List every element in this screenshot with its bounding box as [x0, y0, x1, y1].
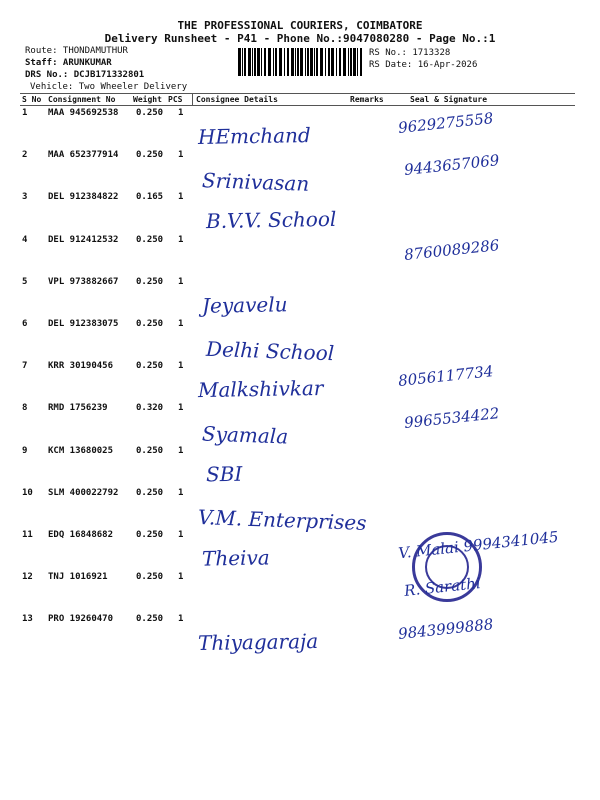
drs-label: DRS No.: DCJB171332801 — [25, 70, 145, 80]
row-consignment: PRO 19260470 — [48, 614, 114, 625]
header-divider — [192, 93, 193, 106]
rs-number: RS No.: 1713328 — [369, 48, 451, 58]
barcode-bar — [257, 48, 260, 76]
col-pcs: PCS — [168, 95, 183, 104]
row-pcs: 1 — [178, 276, 184, 287]
receiver-signature: V. Malai 9994341045 — [397, 527, 560, 563]
receiver-signature: 9843999888 — [397, 615, 495, 644]
row-pcs: 1 — [178, 572, 184, 583]
consignee-signature: Syamala — [201, 421, 289, 449]
row-sno: 13 — [22, 614, 33, 625]
consignee-signature: Delhi School — [205, 336, 335, 366]
header-top-rule — [20, 93, 575, 94]
row-weight: 0.250 — [136, 530, 164, 540]
row-sno: 7 — [22, 361, 28, 372]
barcode-graphic — [238, 48, 364, 76]
row-consignment: DEL 912412532 — [48, 234, 119, 245]
barcode-bar — [339, 48, 341, 76]
row-pcs: 1 — [178, 530, 184, 540]
barcode-bar — [284, 48, 285, 76]
receiver-signature: 8056117734 — [397, 362, 495, 391]
col-remarks: Remarks — [350, 95, 384, 104]
receiver-signature: 9443657069 — [403, 151, 501, 180]
barcode-bar — [360, 48, 362, 76]
barcode-bar — [248, 48, 251, 76]
consignee-signature: Srinivasan — [201, 168, 310, 197]
barcode — [238, 48, 364, 76]
staff-label: Staff: ARUNKUMAR — [25, 58, 112, 68]
receiver-signature: R. Sarathi — [403, 574, 482, 601]
barcode-bar — [310, 48, 313, 76]
row-weight: 0.250 — [136, 150, 164, 161]
document-subtitle: Delivery Runsheet - P41 - Phone No.:9047080280 - Page No.:1 — [104, 32, 496, 45]
barcode-bar — [348, 48, 349, 76]
barcode-bar — [244, 48, 246, 76]
row-weight: 0.250 — [136, 276, 164, 287]
row-sno: 10 — [22, 487, 33, 498]
barcode-bar — [295, 48, 296, 76]
barcode-bar — [273, 48, 274, 76]
barcode-bar — [331, 48, 334, 76]
row-weight: 0.320 — [136, 403, 164, 414]
vehicle-label: Vehicle: Two Wheeler Delivery — [30, 82, 188, 92]
col-sno: S No — [22, 95, 42, 104]
row-sno: 12 — [22, 572, 33, 583]
row-pcs: 1 — [178, 487, 184, 498]
receiver-signature: 9965534422 — [403, 404, 501, 433]
barcode-bar — [264, 48, 266, 76]
row-sno: 3 — [22, 192, 28, 203]
row-weight: 0.250 — [136, 614, 164, 625]
consignee-signature: Thiyagaraja — [197, 629, 319, 656]
barcode-bar — [275, 48, 277, 76]
barcode-bar — [350, 48, 352, 76]
row-sno: 6 — [22, 319, 28, 329]
row-sno: 2 — [22, 150, 28, 161]
row-weight: 0.250 — [136, 319, 164, 329]
barcode-bar — [305, 48, 306, 76]
barcode-bar — [357, 48, 358, 76]
barcode-bar — [343, 48, 346, 76]
barcode-bar — [325, 48, 326, 76]
row-pcs: 1 — [178, 150, 184, 161]
barcode-bar — [320, 48, 323, 76]
row-weight: 0.250 — [136, 108, 164, 118]
row-pcs: 1 — [178, 614, 184, 625]
barcode-bar — [291, 48, 294, 76]
document-title: THE PROFESSIONAL COURIERS, COIMBATORE — [177, 19, 423, 32]
row-sno: 4 — [22, 234, 28, 245]
consignee-signature: Theiva — [201, 545, 270, 571]
row-consignment: MAA 945692538 — [48, 108, 119, 118]
receiver-signature: 8760089286 — [403, 235, 501, 264]
barcode-bar — [328, 48, 330, 76]
row-weight: 0.165 — [136, 192, 164, 203]
row-weight: 0.250 — [136, 445, 164, 456]
row-sno: 8 — [22, 403, 28, 414]
barcode-bar — [242, 48, 243, 76]
row-consignment: KRR 30190456 — [48, 361, 114, 372]
consignee-signature: Jeyavelu — [201, 292, 288, 318]
rs-date: RS Date: 16-Apr-2026 — [369, 60, 478, 70]
row-consignment: MAA 652377914 — [48, 150, 119, 161]
consignee-signature: Malkshivkar — [197, 376, 324, 403]
col-consignment: Consignment No — [48, 95, 116, 104]
barcode-bar — [314, 48, 315, 76]
route-label: Route: THONDAMUTHUR — [25, 46, 128, 56]
consignee-signature: HEmchand — [197, 123, 311, 149]
barcode-bar — [353, 48, 356, 76]
row-weight: 0.250 — [136, 234, 164, 245]
row-consignment: DEL 912383075 — [48, 319, 119, 329]
row-consignment: DEL 912384822 — [48, 192, 119, 203]
row-weight: 0.250 — [136, 487, 164, 498]
row-pcs: 1 — [178, 192, 184, 203]
barcode-bar — [254, 48, 256, 76]
barcode-bar — [300, 48, 303, 76]
row-consignment: TNJ 1016921 — [48, 572, 108, 583]
col-weight: Weight — [133, 95, 162, 104]
row-pcs: 1 — [178, 361, 184, 372]
row-pcs: 1 — [178, 234, 184, 245]
row-pcs: 1 — [178, 108, 184, 118]
barcode-bar — [238, 48, 241, 76]
row-pcs: 1 — [178, 319, 184, 329]
row-consignment: KCM 13680025 — [48, 445, 114, 456]
barcode-bar — [287, 48, 289, 76]
barcode-bar — [297, 48, 299, 76]
row-consignment: EDQ 16848682 — [48, 530, 114, 540]
consignee-signature: SBI — [205, 461, 243, 486]
consignee-signature: B.V.V. School — [205, 207, 337, 234]
col-seal: Seal & Signature — [410, 95, 488, 104]
barcode-bar — [261, 48, 262, 76]
row-consignment: RMD 1756239 — [48, 403, 108, 414]
barcode-bar — [316, 48, 318, 76]
row-consignment: VPL 973882667 — [48, 276, 119, 287]
row-sno: 5 — [22, 276, 28, 287]
row-sno: 11 — [22, 530, 33, 540]
row-sno: 9 — [22, 445, 28, 456]
barcode-bar — [279, 48, 282, 76]
header-bottom-rule — [20, 105, 575, 106]
barcode-bar — [252, 48, 253, 76]
row-consignment: SLM 400022792 — [48, 487, 119, 498]
consignee-signature: V.M. Enterprises — [197, 504, 367, 535]
row-pcs: 1 — [178, 445, 184, 456]
receiver-signature: 9629275558 — [397, 109, 495, 137]
barcode-bar — [307, 48, 309, 76]
barcode-bar — [336, 48, 337, 76]
row-pcs: 1 — [178, 403, 184, 414]
barcode-bar — [268, 48, 271, 76]
row-weight: 0.250 — [136, 572, 164, 583]
row-weight: 0.250 — [136, 361, 164, 372]
col-consignee: Consignee Details — [196, 95, 278, 104]
row-sno: 1 — [22, 108, 28, 118]
